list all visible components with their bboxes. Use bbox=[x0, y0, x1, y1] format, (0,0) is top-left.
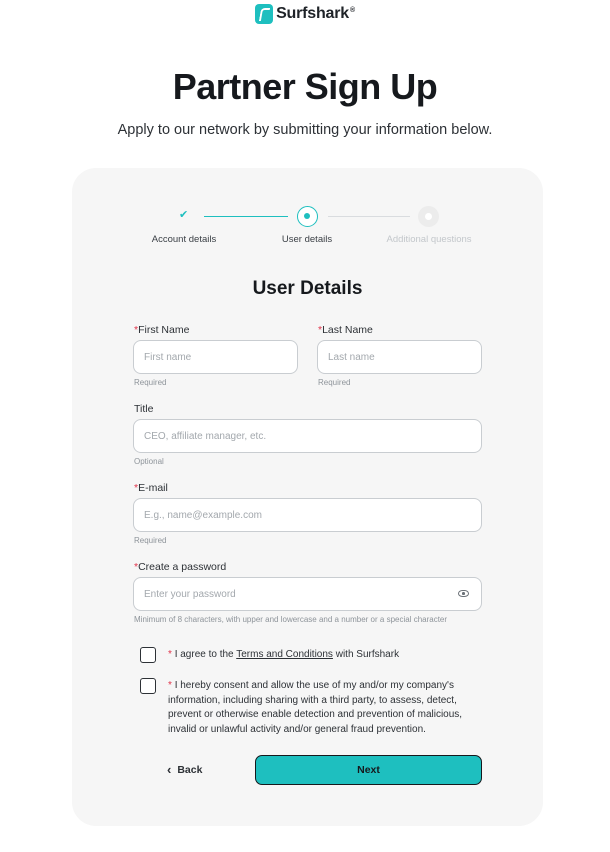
stepper-line-upcoming bbox=[328, 216, 410, 217]
password-label: *Create a password bbox=[134, 561, 227, 573]
surfshark-logo-icon bbox=[255, 4, 273, 24]
terms-checkbox[interactable] bbox=[140, 647, 156, 663]
step-label-user-details: User details bbox=[281, 234, 333, 245]
eye-icon[interactable] bbox=[458, 590, 469, 597]
step-current-indicator bbox=[297, 206, 318, 227]
last-name-hint: Required bbox=[318, 378, 351, 387]
back-button-label: Back bbox=[177, 764, 203, 776]
progress-stepper bbox=[72, 206, 543, 246]
first-name-hint: Required bbox=[134, 378, 167, 387]
logo-text: Surfshark® bbox=[276, 5, 355, 22]
back-button[interactable] bbox=[167, 764, 202, 776]
chevron-left-icon: ‹ bbox=[167, 762, 172, 777]
first-name-label: *First Name bbox=[134, 324, 190, 336]
title-label: Title bbox=[134, 403, 154, 415]
password-input[interactable] bbox=[133, 577, 482, 611]
signup-card bbox=[72, 168, 543, 826]
terms-link[interactable]: Terms and Conditions bbox=[236, 649, 333, 660]
consent-text: * I hereby consent and allow the use of my and/or my company's information, including sharing with a third party, to assess, detect, prevent or otherwise enable detection and prevention of malicious, invalid or unlawful activity and/or general fraud prevention. bbox=[168, 680, 463, 735]
step-label-account-details: Account details bbox=[151, 234, 217, 245]
step-label-additional-questions: Additional questions bbox=[386, 234, 472, 245]
terms-text: * I agree to the Terms and Conditions with Surfshark bbox=[168, 649, 400, 660]
stepper-line-completed bbox=[204, 216, 288, 217]
consent-checkbox[interactable] bbox=[140, 678, 156, 694]
section-title: User Details bbox=[252, 278, 363, 299]
check-icon: ✔ bbox=[179, 209, 189, 221]
page-subtitle: Apply to our network by submitting your information below. bbox=[117, 122, 493, 138]
first-name-input[interactable] bbox=[133, 340, 298, 374]
step-upcoming-indicator bbox=[418, 206, 439, 227]
page-title: Partner Sign Up bbox=[172, 66, 438, 107]
email-input[interactable] bbox=[133, 498, 482, 532]
last-name-label: *Last Name bbox=[318, 324, 373, 336]
password-hint: Minimum of 8 characters, with upper and lowercase and a number or a special character bbox=[134, 615, 448, 624]
email-hint: Required bbox=[134, 536, 167, 545]
title-hint: Optional bbox=[134, 457, 164, 466]
last-name-input[interactable] bbox=[317, 340, 482, 374]
title-input[interactable] bbox=[133, 419, 482, 453]
email-label: *E-mail bbox=[134, 482, 168, 494]
surfshark-logo[interactable] bbox=[0, 4, 610, 24]
next-button[interactable]: Next bbox=[255, 755, 482, 785]
